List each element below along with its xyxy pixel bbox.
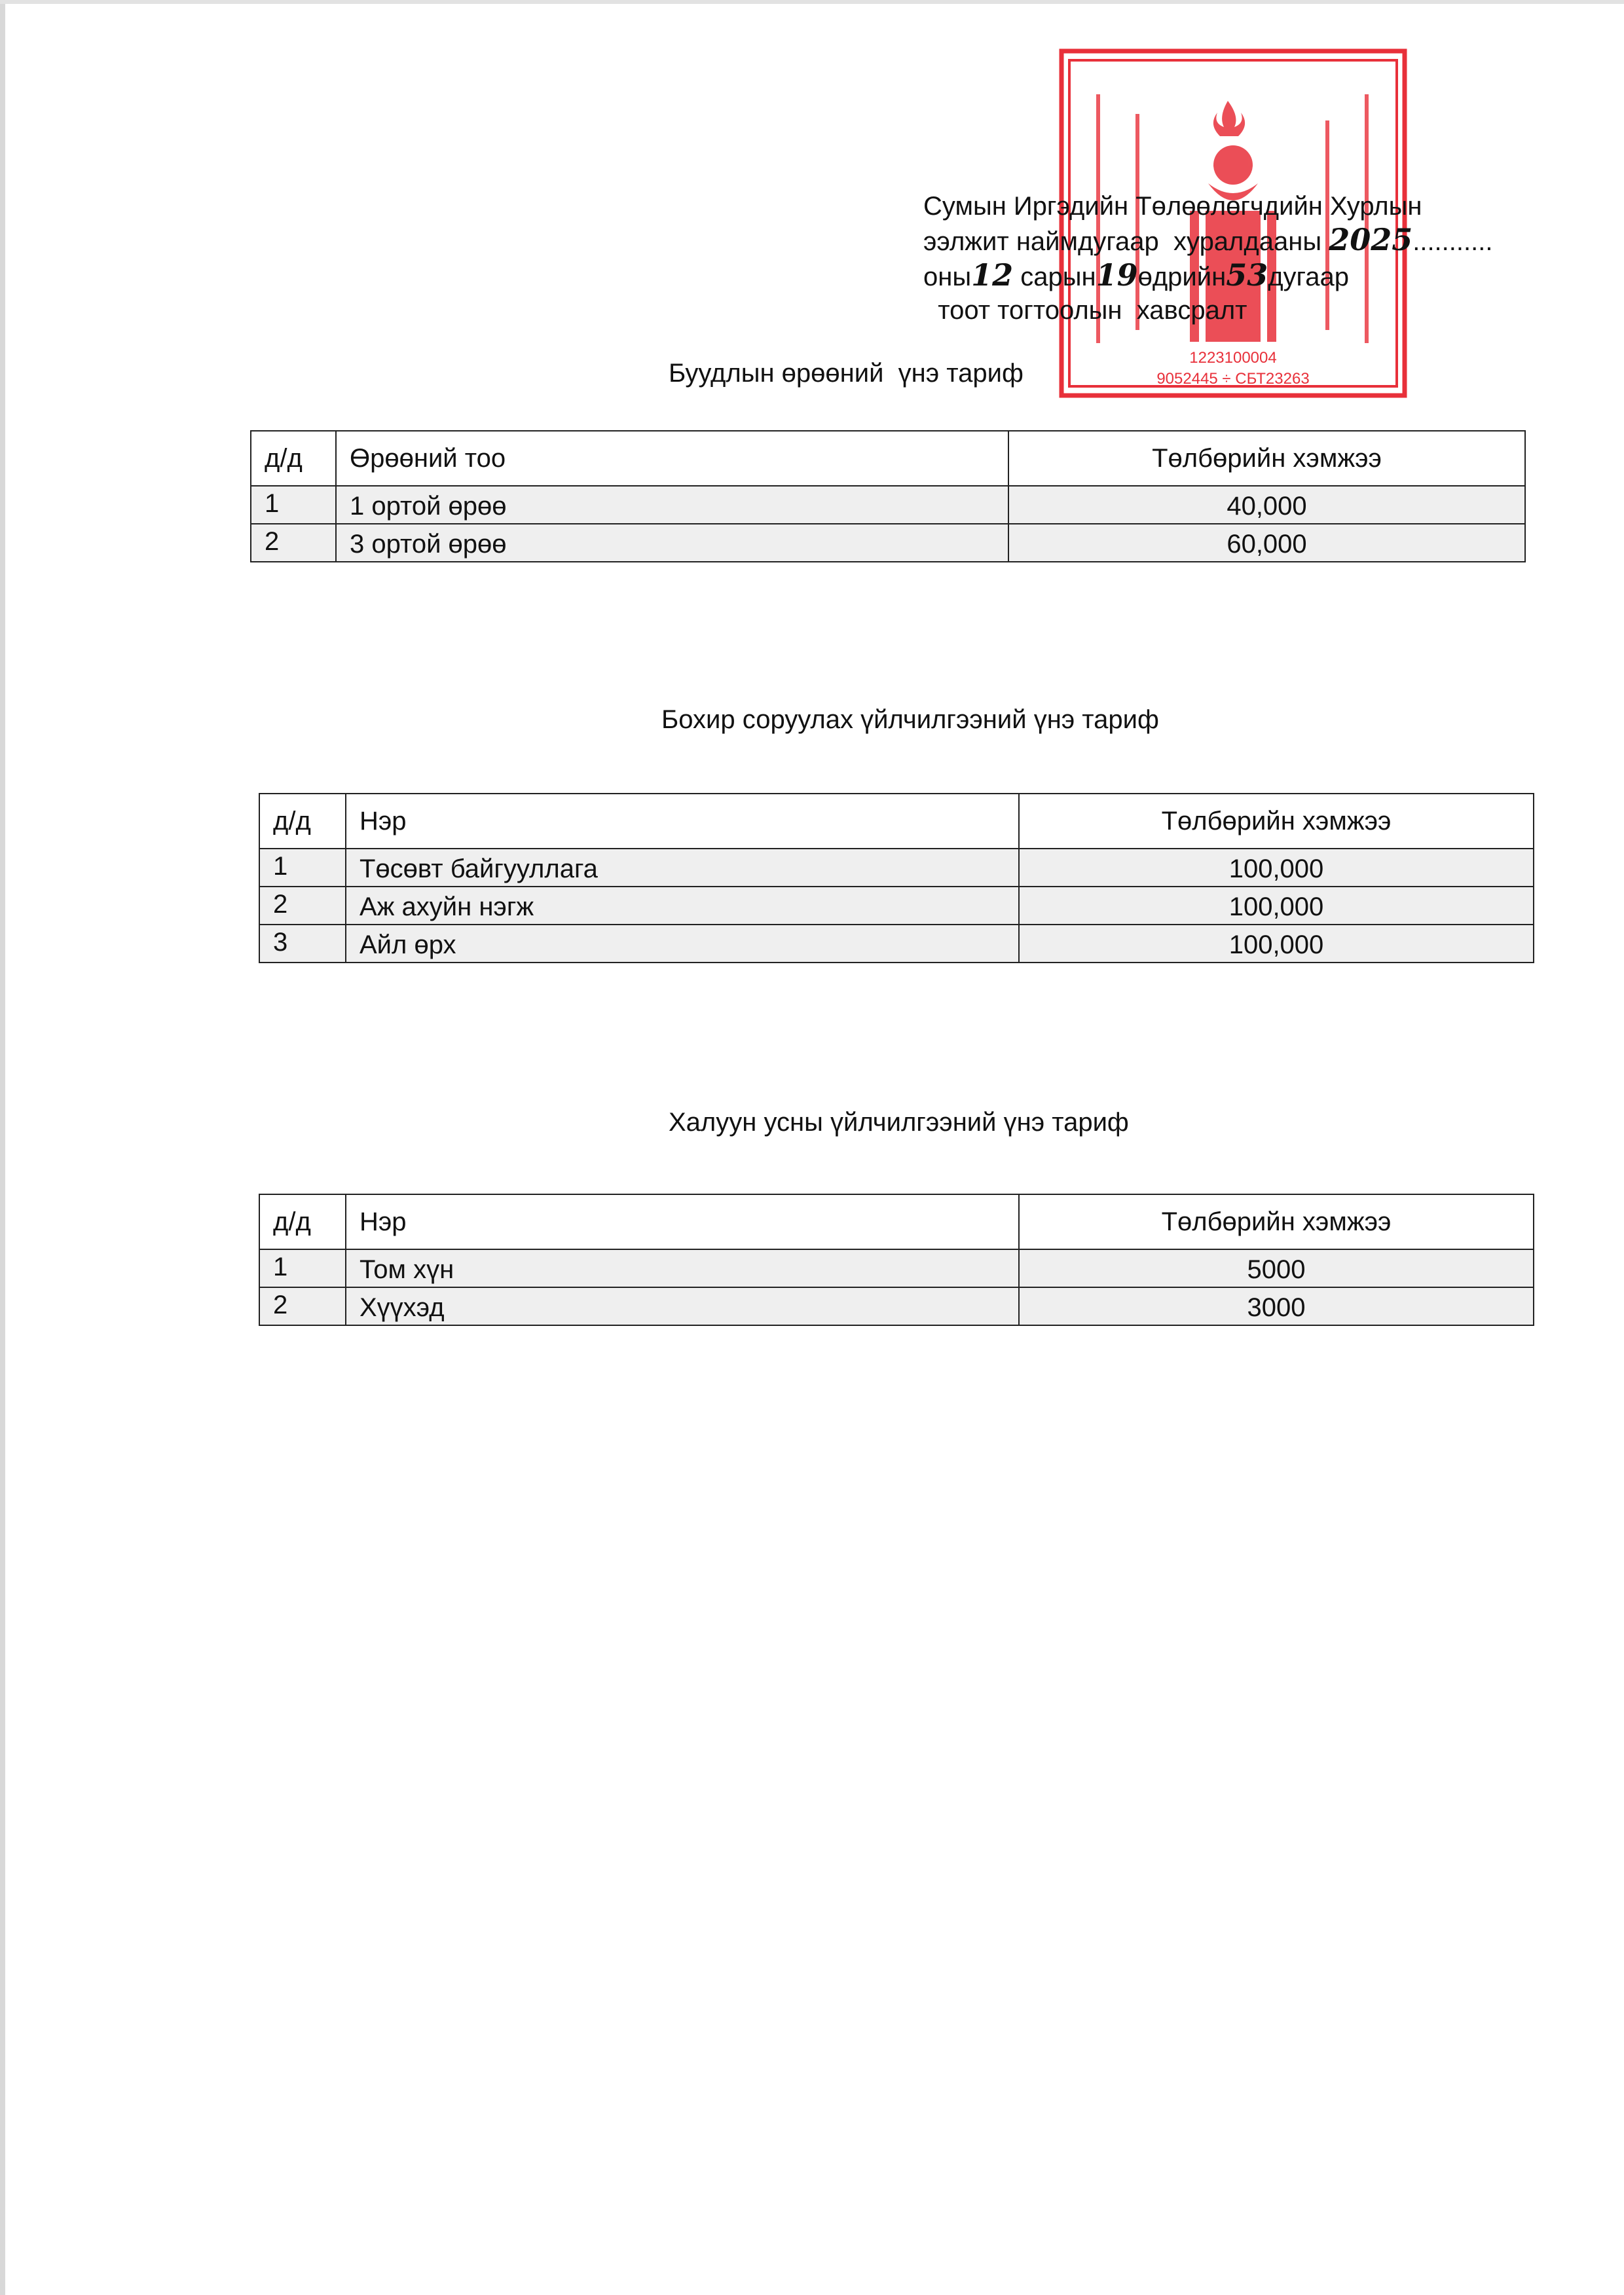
- cell-name: Айл өрх: [346, 925, 1019, 963]
- header-line-3-prefix: оны: [923, 263, 972, 291]
- cell-amount: 100,000: [1019, 925, 1534, 963]
- resolution-annex-header: [923, 190, 1492, 327]
- cell-amount: 100,000: [1019, 887, 1534, 925]
- cell-amount: 3000: [1019, 1287, 1534, 1325]
- handwritten-month: 12: [971, 257, 1014, 293]
- header-name: Нэр: [346, 1194, 1019, 1249]
- cell-name: Төсөвт байгууллага: [346, 849, 1019, 887]
- header-line-2: [923, 222, 1493, 257]
- header-line-2-text: ээлжит наймдугаар хуралдааны: [923, 227, 1329, 256]
- header-no: д/д: [259, 1194, 346, 1249]
- table-title-hot-water: Халуун усны үйлчилгээний үнэ тариф: [669, 1108, 1129, 1137]
- handwritten-day: 19: [1096, 257, 1138, 293]
- header-line-3-mid1: сарын: [1013, 263, 1096, 291]
- header-name: Нэр: [346, 794, 1019, 849]
- cell-amount: 100,000: [1019, 849, 1534, 887]
- stamp-code-1: 1223100004: [1189, 349, 1277, 367]
- cell-no: 3: [259, 925, 346, 963]
- header-line-2-dots: ...........: [1412, 227, 1493, 256]
- cell-no: 2: [259, 1287, 346, 1325]
- table-header-row: [259, 794, 1534, 849]
- cell-amount: 60,000: [1008, 524, 1525, 562]
- header-line-3-mid2: өдрийн: [1137, 263, 1227, 291]
- cell-no: 1: [259, 849, 346, 887]
- hotel-room-tariff-table: [250, 430, 1526, 562]
- table-row: [251, 524, 1525, 562]
- header-no: д/д: [251, 431, 336, 486]
- cell-name: 3 ортой өрөө: [336, 524, 1008, 562]
- header-amount: Төлбөрийн хэмжээ: [1019, 794, 1534, 849]
- cell-name: 1 ортой өрөө: [336, 486, 1008, 524]
- table-title-sewage: Бохир соруулах үйлчилгээний үнэ тариф: [661, 705, 1159, 734]
- header-line-1: Сумын Иргэдийн Төлөөлөгчдийн Хурлын: [923, 192, 1422, 221]
- table-row: [251, 486, 1525, 524]
- cell-name: Том хүн: [346, 1249, 1019, 1287]
- header-name: Өрөөний тоо: [336, 431, 1008, 486]
- cell-no: 1: [259, 1249, 346, 1287]
- sewage-service-tariff-table: [259, 793, 1534, 963]
- header-line-3: [923, 257, 1349, 293]
- handwritten-year: 2025: [1329, 222, 1413, 257]
- cell-name: Аж ахуйн нэгж: [346, 887, 1019, 925]
- header-no: д/д: [259, 794, 346, 849]
- header-amount: Төлбөрийн хэмжээ: [1008, 431, 1525, 486]
- table-title-hotel-rooms: Буудлын өрөөний үнэ тариф: [669, 359, 1024, 388]
- hot-water-tariff-table: [259, 1194, 1534, 1326]
- table-row: [259, 1287, 1534, 1325]
- table-header-row: [259, 1194, 1534, 1249]
- cell-amount: 5000: [1019, 1249, 1534, 1287]
- table-row: [259, 1249, 1534, 1287]
- table-row: [259, 849, 1534, 887]
- scan-top-edge: [0, 0, 1624, 4]
- table-row: [259, 925, 1534, 963]
- cell-amount: 40,000: [1008, 486, 1525, 524]
- header-line-4: тоот тогтоолын хавсралт: [923, 296, 1247, 325]
- cell-no: 1: [251, 486, 336, 524]
- table-row: [259, 887, 1534, 925]
- scan-edge: [0, 0, 5, 2295]
- cell-no: 2: [259, 887, 346, 925]
- cell-name: Хүүхэд: [346, 1287, 1019, 1325]
- handwritten-number: 53: [1226, 257, 1268, 293]
- table-header-row: [251, 431, 1525, 486]
- cell-no: 2: [251, 524, 336, 562]
- header-line-3-suffix: дугаар: [1268, 263, 1349, 291]
- stamp-code-2: 9052445 ÷ СБТ23263: [1156, 370, 1310, 388]
- header-amount: Төлбөрийн хэмжээ: [1019, 1194, 1534, 1249]
